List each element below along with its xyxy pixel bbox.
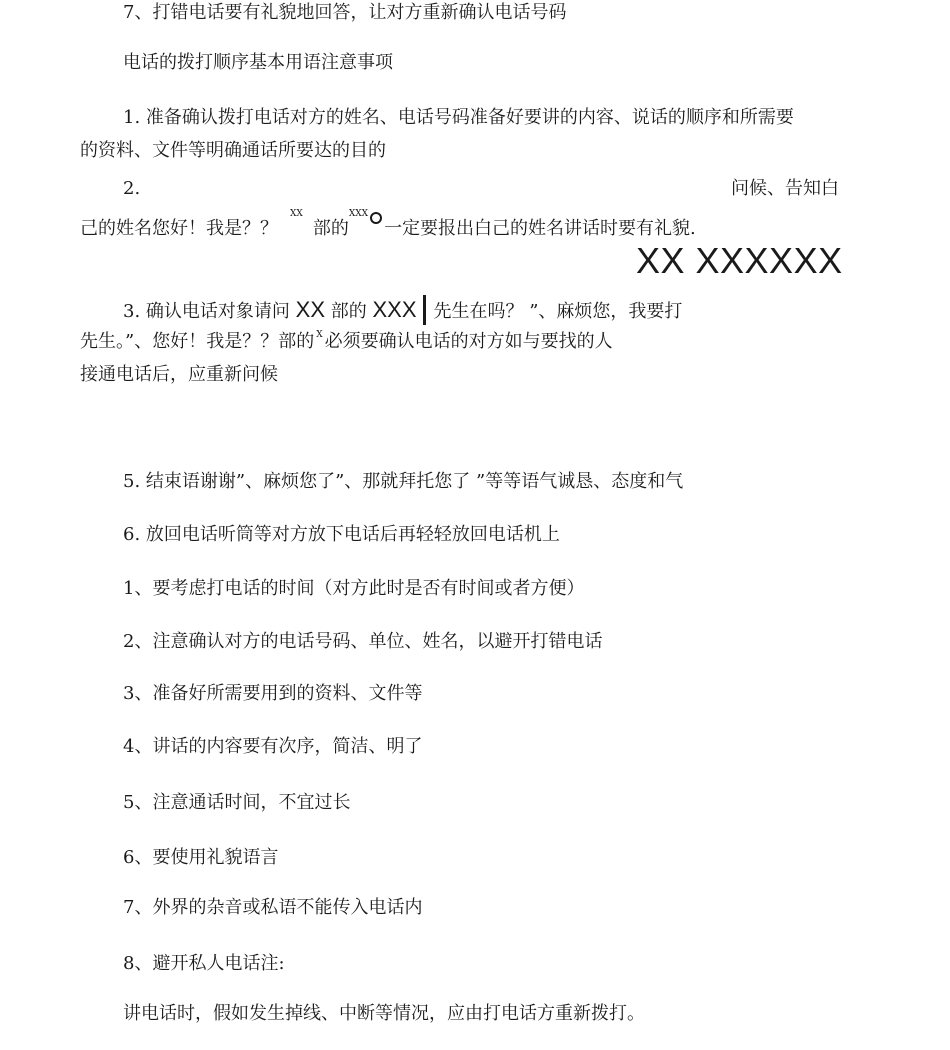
placeholder-heading: XX XXXXXX: [636, 240, 843, 281]
placeholder-mark: XX: [290, 209, 303, 219]
text-line: [80, 330, 613, 352]
text-line: 5. 结束语谢谢”、麻烦您了”、那就拜托您了 ”等等语气诚恳、态度和气: [123, 471, 684, 492]
text-line: 的资料、文件等明确通话所要达的目的: [80, 140, 386, 161]
text-fragment: 3. 确认电话对象请问: [123, 301, 290, 322]
placeholder-mark: XX: [295, 297, 325, 322]
list-item: 2、注意确认对方的电话号码、单位、姓名，以避开打错电话: [123, 631, 603, 652]
text-line: 1. 准备确认拨打电话对方的姓名、电话号码准备好要讲的内容、说话的顺序和所需要: [123, 107, 794, 128]
list-item: 5、注意通话时间，不宜过长: [123, 792, 351, 813]
list-item: 4、讲话的内容要有次序，简洁、明了: [123, 736, 423, 757]
text-line: [123, 295, 682, 325]
text-fragment: 部的: [312, 218, 349, 239]
text-line: [80, 209, 696, 239]
text-fragment: 己的姓名您好！我是？？: [80, 218, 278, 239]
placeholder-mark: XXX: [372, 297, 417, 322]
text-fragment: 部的: [330, 301, 367, 322]
item-number: 2.: [123, 178, 141, 199]
placeholder-mark: X: [316, 330, 323, 340]
list-item: 7、外界的杂音或私语不能传入电话内: [123, 897, 423, 918]
text-line: 问候、告知白: [731, 178, 839, 199]
circle-mark-icon: [370, 212, 382, 224]
text-line: 7、打错电话要有礼貌地回答，让对方重新确认电话号码: [123, 2, 567, 23]
text-line: 讲电话时，假如发生掉线、中断等情况，应由打电话方重新拨打。: [123, 1003, 645, 1024]
placeholder-mark: XXX: [348, 209, 369, 219]
list-item: 1、要考虑打电话的时间（对方此时是否有时间或者方便）: [123, 578, 585, 599]
text-fragment: 一定要报出白己的姓名讲话时要有礼貌.: [384, 218, 696, 239]
list-item: 8、避开私人电话注:: [123, 953, 285, 974]
list-item: 3、准备好所需要用到的资料、文件等: [123, 683, 423, 704]
vertical-bar-icon: [423, 295, 426, 325]
text-line: 6. 放回电话听筒等对方放下电话后再轻轻放回电话机上: [123, 524, 560, 545]
text-fragment: 必须要确认电话的对方如与要找的人: [324, 331, 613, 352]
list-item: 6、要使用礼貌语言: [123, 847, 279, 868]
text-fragment: 先生。”、您好！我是？？部的: [80, 331, 315, 352]
section-heading: 电话的拨打顺序基本用语注意事项: [123, 52, 393, 73]
text-line: 接通电话后，应重新问候: [80, 364, 278, 385]
text-fragment: 先生在吗？ ”、麻烦您，我要打: [433, 301, 683, 322]
